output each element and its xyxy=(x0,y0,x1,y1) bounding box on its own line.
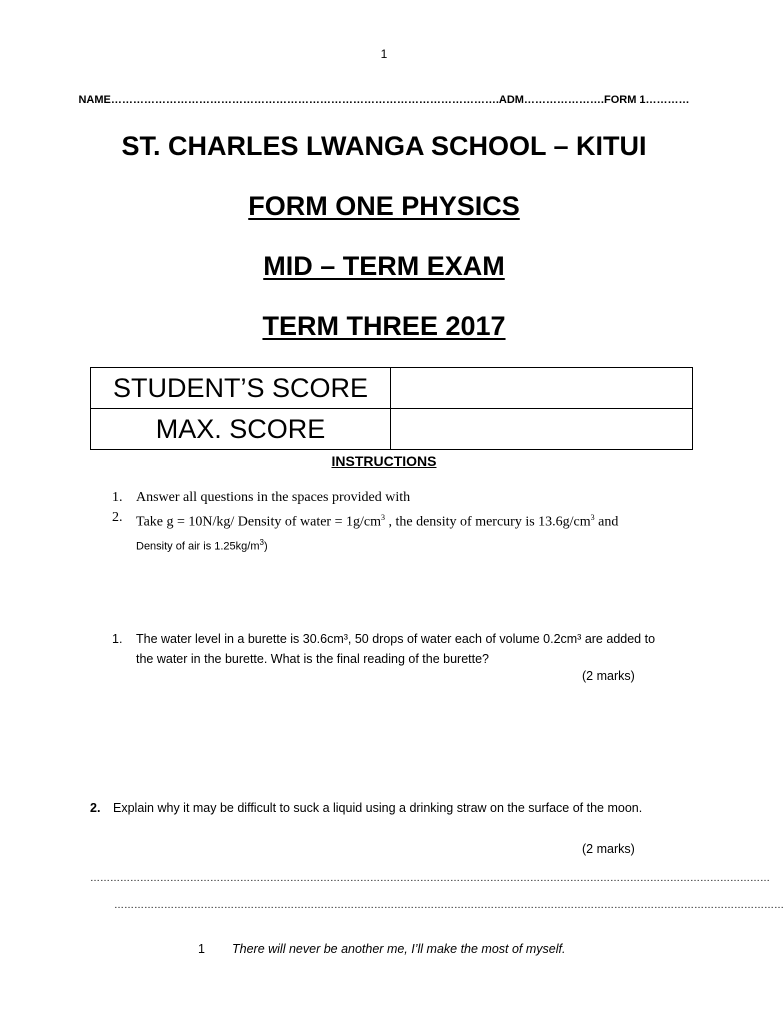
max-score-label: MAX. SCORE xyxy=(91,409,391,450)
term-title-text: TERM THREE 2017 xyxy=(262,311,506,341)
subject-title-text: FORM ONE PHYSICS xyxy=(248,191,520,221)
score-table xyxy=(90,367,693,450)
question-2 xyxy=(90,801,642,815)
question-text: Explain why it may be difficult to suck a liquid using a drinking straw on the surface of the moon. xyxy=(113,801,643,815)
question-2-marks: (2 marks) xyxy=(582,842,635,856)
instruction-item xyxy=(112,508,618,533)
instruction-number: 2. xyxy=(112,510,123,525)
exam-title-text: MID – TERM EXAM xyxy=(263,251,505,281)
question-text-continued: the water in the burette. What is the final reading of the burette? xyxy=(136,652,489,666)
instructions-list xyxy=(112,488,618,556)
question-number: 1. xyxy=(112,632,123,646)
term-title xyxy=(0,311,768,342)
student-score-cell[interactable] xyxy=(391,368,693,409)
instruction-text: Answer all questions in the spaces provided with xyxy=(136,490,411,505)
name-adm-form-line: NAME…………………………………………………………………………………………….ADM………………….FORM 1………… xyxy=(78,94,690,106)
instruction-text-continued: Density of air is $1.25kg/m^3$) xyxy=(136,537,268,553)
instructions-heading: INSTRUCTIONS xyxy=(331,453,437,469)
max-score-cell[interactable] xyxy=(391,409,693,450)
footnote xyxy=(198,942,565,956)
answer-line[interactable]: ………………………………………………………………………………………………………………………………………………………………………………… xyxy=(114,900,784,911)
instruction-item xyxy=(112,488,618,508)
student-score-label: STUDENT’S SCORE xyxy=(91,368,391,409)
question-1-marks: (2 marks) xyxy=(582,669,635,683)
student-score-row xyxy=(91,368,693,409)
instruction-text: Take g = 10N/kg/ Density of water = $1g/cm^3$ , the density of mercury is $13.6g/cm^3$ and xyxy=(136,513,619,530)
exam-title xyxy=(0,251,768,282)
answer-line[interactable]: …………………………………………………………………………………………………………………………………………………………………………………… xyxy=(90,873,770,884)
max-score-row xyxy=(91,409,693,450)
question-number: 2. xyxy=(90,801,101,815)
page-number: 1 xyxy=(380,47,388,61)
footnote-quote: There will never be another me, I’ll make the most of myself. xyxy=(232,942,566,956)
school-title: ST. CHARLES LWANGA SCHOOL – KITUI xyxy=(121,131,647,161)
footnote-number: 1 xyxy=(198,942,205,956)
question-1 xyxy=(112,629,672,669)
instruction-number: 1. xyxy=(112,490,123,505)
question-text: The water level in a burette is 30.6cm³, 50 drops of water each of volume 0.2cm³ are added to xyxy=(136,632,656,646)
subject-title xyxy=(0,191,768,222)
